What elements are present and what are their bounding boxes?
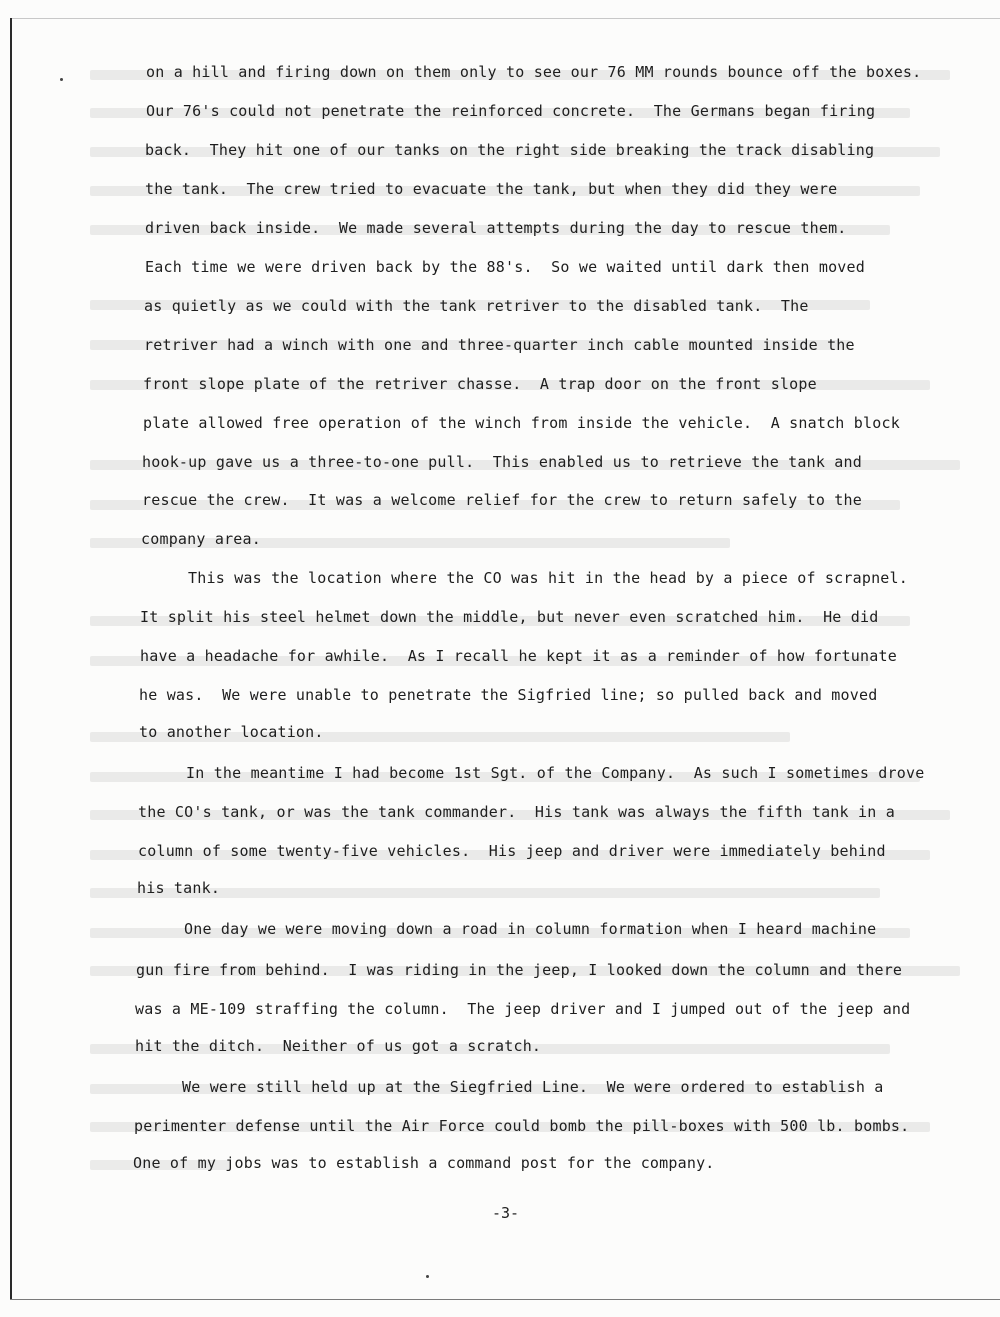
paper-speck: [60, 78, 63, 81]
text-line: We were still held up at the Siegfried Line. We were ordered to establish a: [182, 1078, 884, 1096]
text-line: his tank.: [137, 879, 221, 897]
text-line: hit the ditch. Neither of us got a scratch.: [135, 1037, 542, 1055]
text-line: Each time we were driven back by the 88's. So we waited until dark then moved: [145, 258, 865, 276]
text-line: front slope plate of the retriver chasse. A trap door on the front slope: [143, 375, 817, 393]
text-line: rescue the crew. It was a welcome relief for the crew to return safely to the: [142, 491, 862, 509]
text-line: column of some twenty-five vehicles. His jeep and driver were immediately behind: [138, 842, 886, 860]
text-line: This was the location where the CO was hit in the head by a piece of scrapnel.: [188, 569, 908, 587]
text-line: In the meantime I had become 1st Sgt. of the Company. As such I sometimes drove: [186, 764, 925, 782]
text-line: plate allowed free operation of the winch from inside the vehicle. A snatch block: [143, 414, 900, 432]
paper-speck: [426, 1275, 429, 1278]
text-line: company area.: [141, 530, 261, 548]
text-line: gun fire from behind. I was riding in the jeep, I looked down the column and there: [136, 961, 903, 979]
text-line: he was. We were unable to penetrate the Sigfried line; so pulled back and moved: [139, 686, 878, 704]
text-line: It split his steel helmet down the middle, but never even scratched him. He did: [140, 608, 879, 626]
text-line: have a headache for awhile. As I recall he kept it as a reminder of how fortunate: [140, 647, 897, 665]
text-line: One of my jobs was to establish a command post for the company.: [133, 1154, 715, 1172]
text-line: hook-up gave us a three-to-one pull. This enabled us to retrieve the tank and: [142, 453, 862, 471]
text-line: the tank. The crew tried to evacuate the tank, but when they did they were: [145, 180, 838, 198]
text-line: driven back inside. We made several attempts during the day to rescue them.: [145, 219, 847, 237]
text-line: to another location.: [139, 723, 324, 741]
page-number: -3-: [492, 1204, 520, 1222]
text-line: as quietly as we could with the tank retriver to the disabled tank. The: [144, 297, 809, 315]
text-line: the CO's tank, or was the tank commander. His tank was always the fifth tank in a: [138, 803, 895, 821]
text-line: on a hill and firing down on them only to see our 76 MM rounds bounce off the boxes.: [146, 63, 922, 81]
text-line: perimenter defense until the Air Force could bomb the pill-boxes with 500 lb. bombs.: [134, 1117, 910, 1135]
text-line: was a ME-109 straffing the column. The jeep driver and I jumped out of the jeep and: [135, 1000, 911, 1018]
text-line: back. They hit one of our tanks on the right side breaking the track disabling: [145, 141, 875, 159]
text-line: retriver had a winch with one and three-quarter inch cable mounted inside the: [144, 336, 855, 354]
text-line: Our 76's could not penetrate the reinforced concrete. The Germans began firing: [146, 102, 876, 120]
text-line: One day we were moving down a road in column formation when I heard machine: [184, 920, 877, 938]
